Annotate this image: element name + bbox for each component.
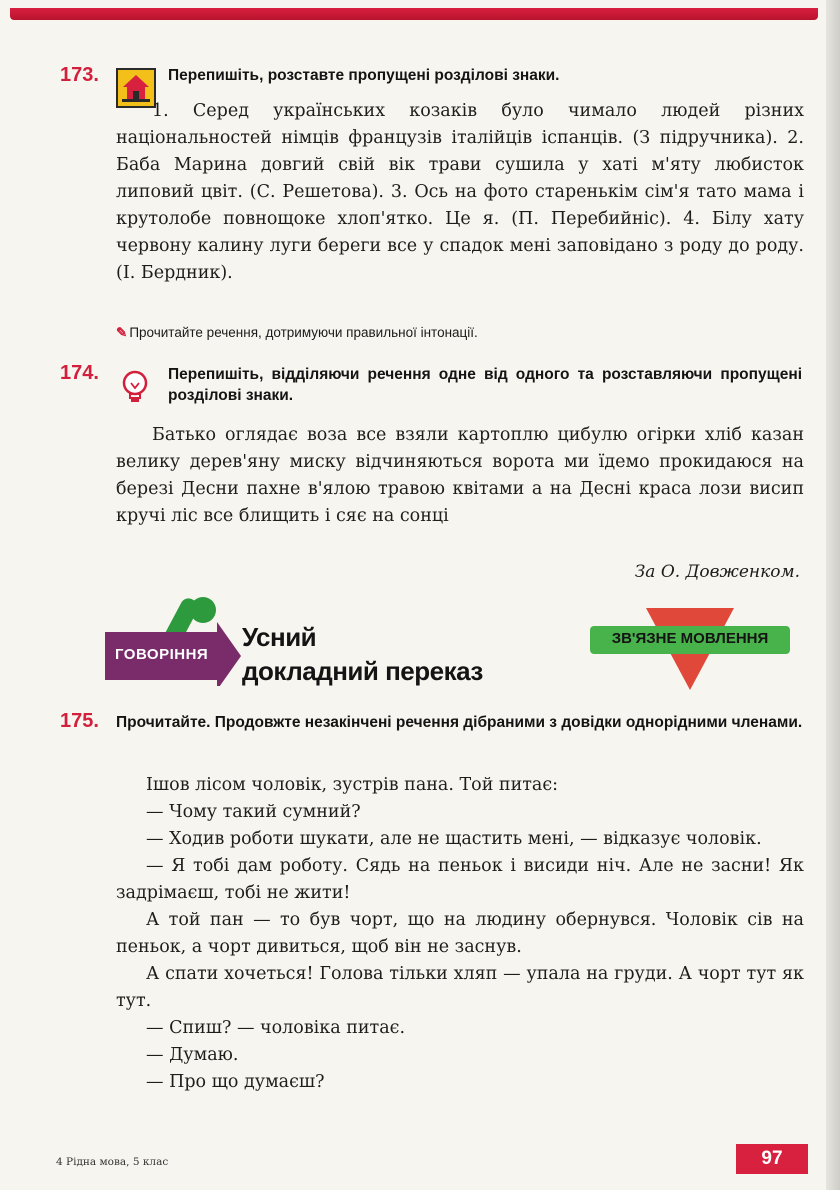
page-number: 97 [736, 1144, 808, 1174]
text-line: А спати хочеться! Голова тільки хляп — упала на груди. А чорт тут як тут. [116, 964, 804, 1011]
text-line: — Думаю. [146, 1045, 239, 1065]
text-line: — Спиш? — чоловіка питає. [146, 1018, 406, 1038]
speaking-banner [105, 596, 245, 690]
connected-speech-banner [590, 608, 790, 694]
exercise-174-paragraph: Батько оглядає воза все взяли картоплю цибулю огірки хліб казан велику дерев'яну миску відчиняються ворота ми їдемо прокидаюся на березі Десни пахне в'ялою травою квітами а на Десні краса лози висип кручі ліс все блищить і сяє на сонці [116, 425, 804, 526]
lightbulb-icon [118, 368, 152, 408]
text-line: Ішов лісом чоловік, зустрів пана. Той питає: [146, 775, 559, 795]
exercise-173-note-text: Прочитайте речення, дотримуючи правильної інтонації. [129, 325, 478, 340]
exercise-174-task: Перепишіть, відділяючи речення одне від одного та розставляючи пропущені розділові знаки. [168, 366, 802, 404]
text-line: — Ходив роботи шукати, але не щастить мені, — відказує чоловік. [146, 829, 762, 849]
section-title-line1: Усний [242, 622, 317, 652]
text-line: — Чому такий сумний? [146, 802, 361, 822]
exercise-175-text [116, 772, 804, 1096]
exercise-173-text [116, 98, 804, 287]
exercise-173-note [116, 325, 806, 341]
speaking-label: ГОВОРІННЯ [115, 646, 209, 663]
text-line: — Я тобі дам роботу. Сядь на пеньок і висиди ніч. Але не засни! Як задрімаєш, тобі не жити! [116, 856, 804, 903]
text-line: — Про що думаєш? [146, 1072, 325, 1092]
top-stripe [10, 8, 818, 20]
exercise-173-task: Перепишіть, розставте пропущені розділові знаки. [168, 67, 560, 84]
exercise-174-text [116, 422, 804, 530]
exercise-173-paragraph: 1. Серед українських козаків було чимало людей різних національностей німців французів італійців іспанців. (З підручника). 2. Баба Марина довгий свій вік трави сушила у хаті м'яту любисток липовий цвіт. (С. Решетова). 3. Ось на фото старенькім сім'я тато мама і крутолобе повнощоке хлоп'ятко. Це я. (П. Перебийніс). 4. Білу хату червону калину луги береги все у спадок мені заповідано з роду до роду. (І. Бердник). [116, 101, 804, 283]
pencil-icon: ✎ [116, 325, 128, 340]
exercise-173-number: 173. [60, 64, 99, 86]
exercise-174-number: 174. [60, 362, 99, 384]
section-title-line2: докладний переказ [242, 656, 483, 686]
page-edge [826, 0, 840, 1190]
exercise-175-task: Прочитайте. Продовжте незакінчені речення дібраними з довідки однорідними членами. [116, 714, 803, 731]
exercise-174-author: За О. Довженком. [634, 562, 800, 582]
text-line: А той пан — то був чорт, що на людину обернувся. Чоловік сів на пеньок, а чорт дивиться, щоб він не заснув. [116, 910, 804, 957]
exercise-175-number: 175. [60, 710, 99, 732]
book-footer: 4 Рідна мова, 5 клас [56, 1156, 169, 1168]
connected-speech-label: ЗВ'ЯЗНЕ МОВЛЕННЯ [611, 630, 769, 647]
